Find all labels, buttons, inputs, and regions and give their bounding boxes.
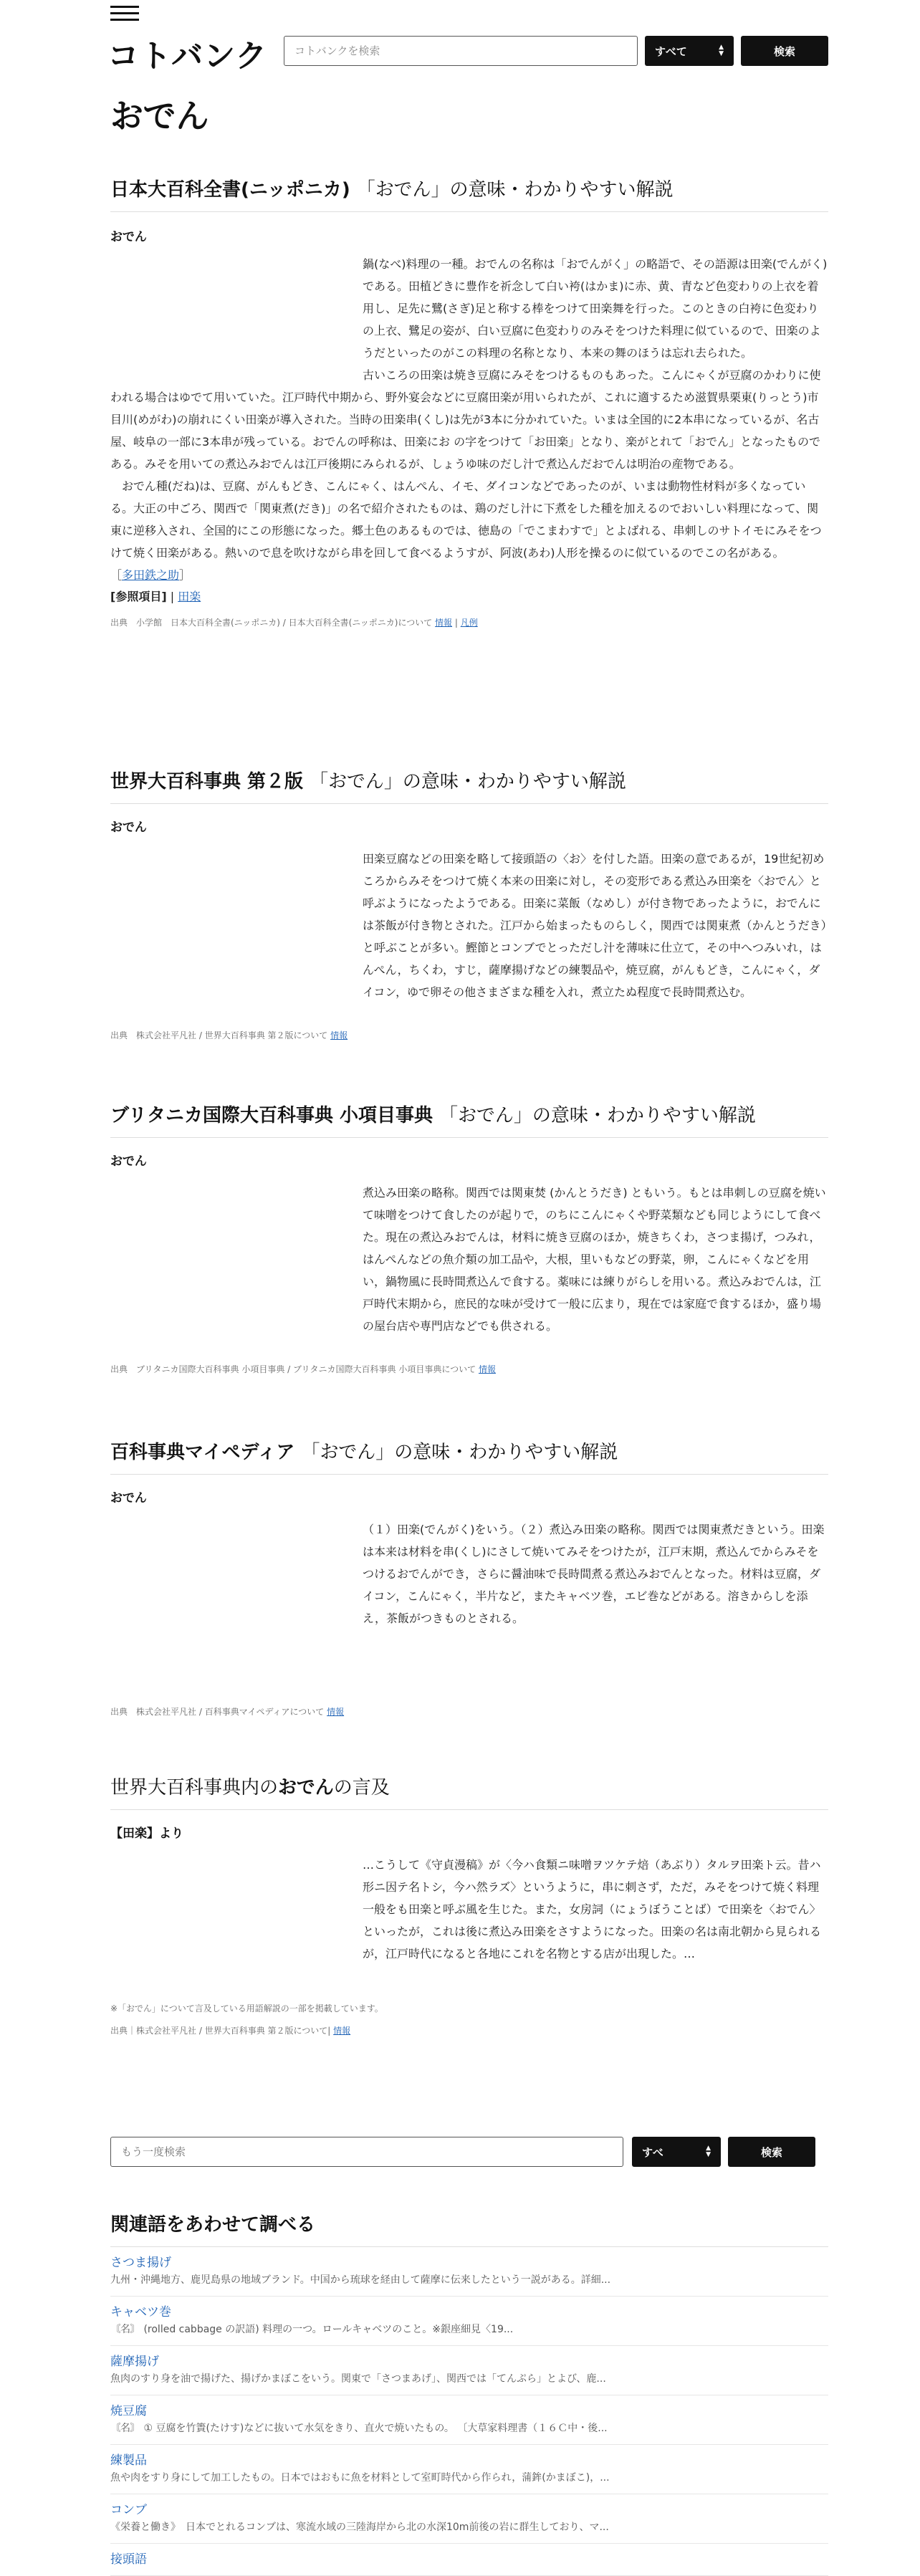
section-title bbox=[110, 1773, 828, 1810]
related-term-link[interactable]: 焼豆腐 bbox=[110, 2404, 147, 2418]
author-link[interactable]: 多田鉄之助 bbox=[122, 568, 180, 582]
research-input[interactable] bbox=[110, 2137, 623, 2167]
article-body: （１）田楽(でんがく)をいう。（２）煮込み田楽の略称。関西では関東煮だきという。田楽は本来は材料を串(くし)にさして焼いてみそをつけたが，江戸末期，煮込んでからみそをつけるおでんができ，さらに醤油味で長時間煮る煮込みおでんとなった。材料は豆腐，ダイコン，こんにゃく，半片など，またキャベツ巻，エビ巻などがある。溶きからしを添え，茶飯がつきものとされる。 bbox=[363, 1523, 825, 1625]
related-item bbox=[110, 2247, 828, 2297]
section-title bbox=[110, 175, 828, 212]
dictionary-name: 世界大百科事典 第２版 bbox=[110, 771, 304, 793]
section-title bbox=[110, 1101, 828, 1138]
updown-arrows-icon: ▲ ▼ bbox=[719, 44, 724, 57]
related-term-link[interactable]: 薩摩揚げ bbox=[110, 2355, 159, 2369]
related-term-description: 九州・沖縄地方、鹿児島県の地域ブランド。中国から琉球を経由して薩摩に伝来したという一説がある。詳細... bbox=[110, 2274, 611, 2286]
source-about: ブリタニカ国際大百科事典 小項目事典について bbox=[293, 1364, 476, 1374]
related-title: 関連語をあわせて調べる bbox=[110, 2210, 828, 2247]
source-about: 世界大百科事典 第２版について bbox=[204, 2026, 328, 2036]
search-scope-label: すべて bbox=[655, 44, 687, 58]
related-term-link[interactable]: 練製品 bbox=[110, 2453, 147, 2468]
source-line: 出典 ブリタニカ国際大百科事典 小項目事典 / ブリタニカ国際大百科事典 小項目事典について 情報 bbox=[110, 1364, 496, 1374]
term-heading: おでん bbox=[110, 1154, 147, 1169]
dictionary-name: 日本大百科全書(ニッポニカ) bbox=[110, 179, 350, 201]
dictionary-name: ブリタニカ国際大百科事典 小項目事典 bbox=[110, 1105, 433, 1126]
related-terms bbox=[110, 2210, 828, 2576]
related-item bbox=[110, 2544, 828, 2576]
source-text: 出典 小学館 日本大百科全書(ニッポニカ) bbox=[110, 618, 280, 628]
search-scope-select[interactable] bbox=[645, 36, 734, 66]
search-input[interactable] bbox=[284, 36, 638, 66]
author-line: ［多田鉄之助］ bbox=[110, 568, 191, 582]
paragraph-3: おでん種(だね)は、豆腐、がんもどき、こんにゃく、はんぺん、イモ、ダイコンなどであったのが、いまは動物性材料が多くなっている。大正の中ごろ、関西で「関東煮(だき)」の名で紹介されたものは、鶏のだし汁に下煮をした種を加えるのでおいしい料理になって、関東に逆移入され、全国的にこの形態になった。郷土色のあるものでは、徳島の「でこまわすで」とよばれる、串刺しのサトイモにみそをつけて焼く田楽がある。熱いので息を吹けながら串を回して食べるようすが、阿波(あわ)人形を操るのに似ているのでこの名がある。 bbox=[110, 479, 822, 560]
section-subtitle: 「おでん」の意味・わかりやすい解説 bbox=[439, 1105, 756, 1126]
article-body: 煮込み田楽の略称。関西では関東焚 (かんとうだき) ともいう。もとは串刺しの豆腐を焼いて味噌をつけて食したのが起りで，のちにこんにゃくや野菜類なども同じようにして食べた。現在の煮込みおでんは，材料に焼き豆腐のほか，焼きちくわ，さつま揚げ，つみれ，はんぺんなどの魚介類の加工品や，大根，里いもなどの野菜，卵，こんにゃくなどを用い，鍋物風に長時間煮込んで食する。薬味には練りがらしを用いる。煮込みおでんは，江戸時代末期から，庶民的な味が受けて一般に広まり，現在では家庭で食するほか，盛り場の屋台店や専門店などでも供される。 bbox=[363, 1186, 826, 1333]
related-term-link[interactable]: コンブ bbox=[110, 2503, 147, 2517]
title-prefix: 世界大百科事典内の bbox=[110, 1777, 279, 1799]
related-term-link[interactable]: キャベツ巻 bbox=[110, 2305, 171, 2319]
related-item bbox=[110, 2395, 828, 2445]
related-item bbox=[110, 2297, 828, 2346]
page-title: おでん bbox=[110, 97, 209, 135]
source-info-link[interactable]: 情報 bbox=[435, 618, 453, 628]
source-about: 百科事典マイペディアについて bbox=[204, 1707, 325, 1717]
mentions-note: ※「おでん」について言及している用語解説の一部を掲載しています。 bbox=[110, 2003, 383, 2014]
related-term-description: 魚や肉をすり身にして加工したもの。日本ではおもに魚を材料として室町時代から作られ，蒲鉾(かまぼこ)，... bbox=[110, 2472, 610, 2484]
article-body: …こうして《守貞漫稿》が〈今ハ食類ニ味噌ヲツケテ焙（あぶり）タルヲ田楽ト云。昔ハ形ニ因テ名トシ，今ハ然ラズ〉というように，串に刺さず，ただ，みそをつけて焼く料理一般をも田楽と呼ぶ風を生じた。また，女房詞（にょうぼうことば）で田楽を〈おでん〉といったが，これは後に煮込み田楽をさすようになった。田楽の名は南北朝から見られるが，江戸時代になると各地にこれを名物とする店が出現した。… bbox=[363, 1858, 822, 1960]
related-item bbox=[110, 2494, 828, 2544]
term-heading: おでん bbox=[110, 230, 147, 244]
reference-link[interactable]: 田楽 bbox=[178, 590, 201, 603]
bottom-search-button[interactable]: 検索 bbox=[728, 2137, 815, 2167]
section-heibonsha-2 bbox=[110, 767, 828, 1041]
related-list bbox=[110, 2247, 828, 2576]
term-heading: おでん bbox=[110, 820, 147, 835]
hamburger-menu-icon[interactable] bbox=[110, 6, 139, 23]
paragraph-1: 鍋(なべ)料理の一種。おでんの名称は「おでんがく」の略語で、その語源は田楽(でんがく)である。田植どきに豊作を祈念して白い袴(はかま)に赤、黄、青など色変わりの上衣を着用し、足先に鷺(さぎ)足と称する棒をつけて田楽舞を行った。このときの白袴に色変わりの上衣、鷺足の姿が、白い豆腐に色変わりのみそをつけた料理に似ているので、田楽のようだといったのがこの料理の名称となり、本来の舞のほうは忘れ去られた。 bbox=[363, 257, 828, 360]
section-subtitle: 「おでん」の意味・わかりやすい解説 bbox=[301, 1442, 618, 1463]
bottom-scope-select[interactable] bbox=[632, 2137, 721, 2167]
reference-label: [参照項目] bbox=[110, 590, 167, 603]
section-title bbox=[110, 767, 828, 804]
source-info-link[interactable]: 情報 bbox=[478, 1364, 496, 1374]
related-item bbox=[110, 2445, 828, 2494]
title-suffix: の言及 bbox=[333, 1777, 390, 1799]
reference-line: [参照項目] | 田楽 bbox=[110, 590, 201, 603]
related-term-link[interactable]: 接頭語 bbox=[110, 2552, 147, 2567]
source-about: 世界大百科事典 第２版について bbox=[204, 1030, 328, 1040]
source-line: 出典 株式会社平凡社 / 世界大百科事典 第２版について 情報 bbox=[110, 1030, 348, 1040]
source-info-link[interactable]: 情報 bbox=[327, 1707, 345, 1717]
site-logo[interactable]: コトバンク bbox=[107, 38, 268, 75]
related-term-description: 魚肉のすり身を油で揚げた、揚げかまぼこをいう。関東で「さつまあげ」、関西では「てんぷら」とよび、鹿... bbox=[110, 2373, 606, 2385]
source-info-link[interactable]: 情報 bbox=[330, 1030, 348, 1040]
related-term-link[interactable]: さつま揚げ bbox=[110, 2256, 171, 2270]
source-line: 出典｜株式会社平凡社 / 世界大百科事典 第２版について| 情報 bbox=[110, 2026, 351, 2036]
section-britannica bbox=[110, 1101, 828, 1375]
source-text: 出典 株式会社平凡社 bbox=[110, 1030, 197, 1040]
related-item bbox=[110, 2346, 828, 2395]
source-text: 出典 ブリタニカ国際大百科事典 小項目事典 bbox=[110, 1364, 285, 1374]
source-about: 日本大百科全書(ニッポニカ)について bbox=[288, 618, 433, 628]
section-subtitle: 「おでん」の意味・わかりやすい解説 bbox=[310, 771, 626, 793]
related-term-description: 〘名〙 (rolled cabbage の訳語) 料理の一つ。ロールキャベツのこと。※銀座細見〈19... bbox=[110, 2324, 514, 2335]
section-title bbox=[110, 1437, 828, 1475]
section-nipponica bbox=[110, 175, 828, 628]
related-term-description: 《栄養と働き》 日本でとれるコンブは、寒流水域の三陸海岸から北の水深10m前後の岩に群生しており、マ... bbox=[110, 2522, 609, 2533]
article-body: 田楽豆腐などの田楽を略して接頭語の〈お〉を付した語。田楽の意であるが，19世紀初めころからみそをつけて焼く本来の田楽に対し，その変形である煮込み田楽を〈おでん〉と呼ぶようになったようである。田楽に菜飯（なめし）が付き物であったように，おでんには茶飯が付き物とされた。江戸から始まったものらしく，関西では関東煮（かんとうだき）と呼ぶことが多い。鰹節とコンブでとっただし汁を薄味に仕立て，その中へつみいれ，はんぺん，ちくわ，すじ，薩摩揚げなどの練製品や，焼豆腐，がんもどき，こんにゃく，ダイコン，ゆで卵その他さまざまな種を入れ，煮立たぬ程度で長時間煮込む。 bbox=[363, 852, 827, 999]
source-text: 出典｜株式会社平凡社 bbox=[110, 2026, 197, 2036]
source-line: 出典 株式会社平凡社 / 百科事典マイペディアについて 情報 bbox=[110, 1707, 345, 1717]
source-text: 出典 株式会社平凡社 bbox=[110, 1707, 197, 1717]
section-mypedia bbox=[110, 1437, 828, 1718]
updown-arrows-icon: ▲ ▼ bbox=[706, 2145, 711, 2158]
article-body bbox=[110, 253, 828, 608]
title-term: おでん bbox=[278, 1777, 334, 1799]
related-term-description: 〘名〙 ① 豆腐を竹簀(たけす)などに抜いて水気をきり、直火で焼いたもの。 〔大草家料理書（１６Ｃ中・後... bbox=[110, 2423, 608, 2434]
term-heading: 【田楽】より bbox=[110, 1826, 183, 1841]
bottom-search-bar bbox=[110, 2137, 828, 2167]
section-mentions bbox=[110, 1773, 828, 2036]
section-subtitle: 「おでん」の意味・わかりやすい解説 bbox=[356, 179, 674, 201]
source-line: 出典 小学館 日本大百科全書(ニッポニカ) / 日本大百科全書(ニッポニカ)について 情報 | 凡例 bbox=[110, 618, 478, 628]
source-info-link[interactable]: 情報 bbox=[333, 2026, 351, 2036]
bottom-scope-label: すべ bbox=[642, 2145, 663, 2159]
paragraph-2: 古いころの田楽は焼き豆腐にみそをつけるものもあった。こんにゃくが豆腐のかわりに使われる場合はゆでて用いていた。江戸時代中期から、野外宴会などに豆腐田楽が用いられたが、これに適するため滋賀県栗東(りっとう)市目川(めがわ)の崩れにくい田楽が導入された。当時の田楽串(くし)は先が3本に分かれていた。いまは全国的に2本串になっているが、名古屋、岐阜の一部に3本串が残っている。おでんの呼称は、田楽にお の字をつけて「お田楽」となり、楽がとれて「おでん」となったものである。みそを用いての煮込みおでんは江戸後期にみられるが、しょうゆ味のだし汁で煮込んだおでんは明治の産物である。 bbox=[110, 368, 821, 471]
dictionary-name: 百科事典マイペディア bbox=[110, 1442, 295, 1463]
search-button[interactable]: 検索 bbox=[741, 36, 828, 66]
term-heading: おでん bbox=[110, 1491, 147, 1505]
source-legend-link[interactable]: 凡例 bbox=[460, 618, 478, 628]
site-header bbox=[0, 0, 920, 75]
